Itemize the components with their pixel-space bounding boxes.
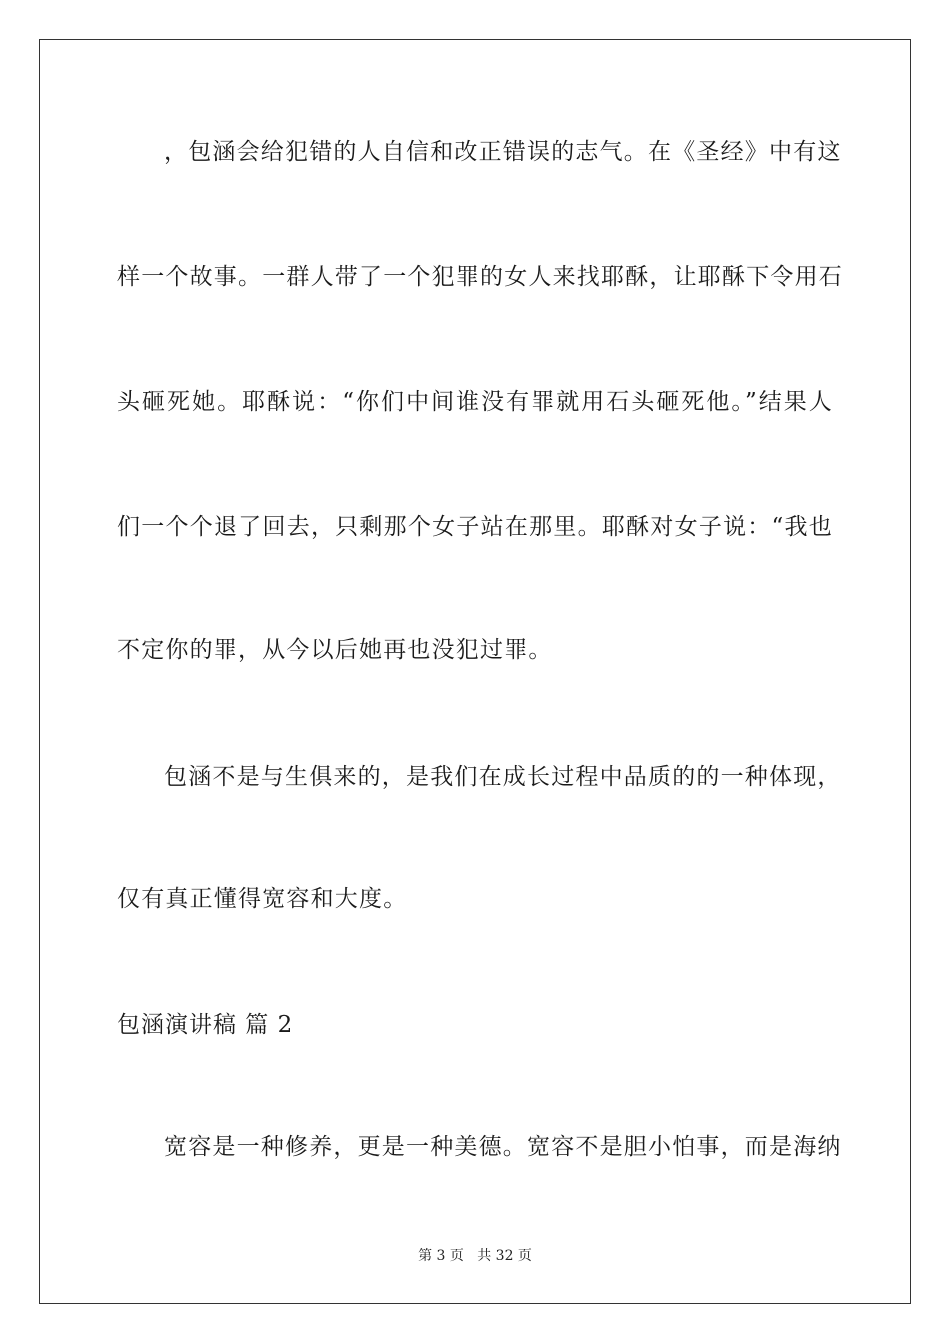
paragraph-line: 头砸死她。耶酥说：“你们中间谁没有罪就用石头砸死他。”结果人 bbox=[117, 389, 833, 415]
paragraph-line: 们一个个退了回去，只剩那个女子站在那里。耶酥对女子说：“我也 bbox=[117, 514, 833, 540]
page-number-footer: 第 3 页 共 32 页 bbox=[418, 1248, 532, 1264]
section-heading: 包涵演讲稿 篇 2 bbox=[117, 1012, 294, 1038]
page-border bbox=[39, 39, 911, 1304]
paragraph-line: 仅有真正懂得宽容和大度。 bbox=[117, 886, 408, 912]
paragraph-line: ，包涵会给犯错的人自信和改正错误的志气。在《圣经》中有这 bbox=[164, 139, 842, 165]
paragraph-line: 包涵不是与生俱来的，是我们在成长过程中品质的的一种体现， bbox=[164, 764, 842, 790]
paragraph-line: 不定你的罪，从今以后她再也没犯过罪。 bbox=[117, 637, 553, 663]
paragraph-line: 样一个故事。一群人带了一个犯罪的女人来找耶酥，让耶酥下令用石 bbox=[117, 264, 843, 290]
paragraph-line: 宽容是一种修养，更是一种美德。宽容不是胆小怕事，而是海纳 bbox=[164, 1134, 842, 1160]
